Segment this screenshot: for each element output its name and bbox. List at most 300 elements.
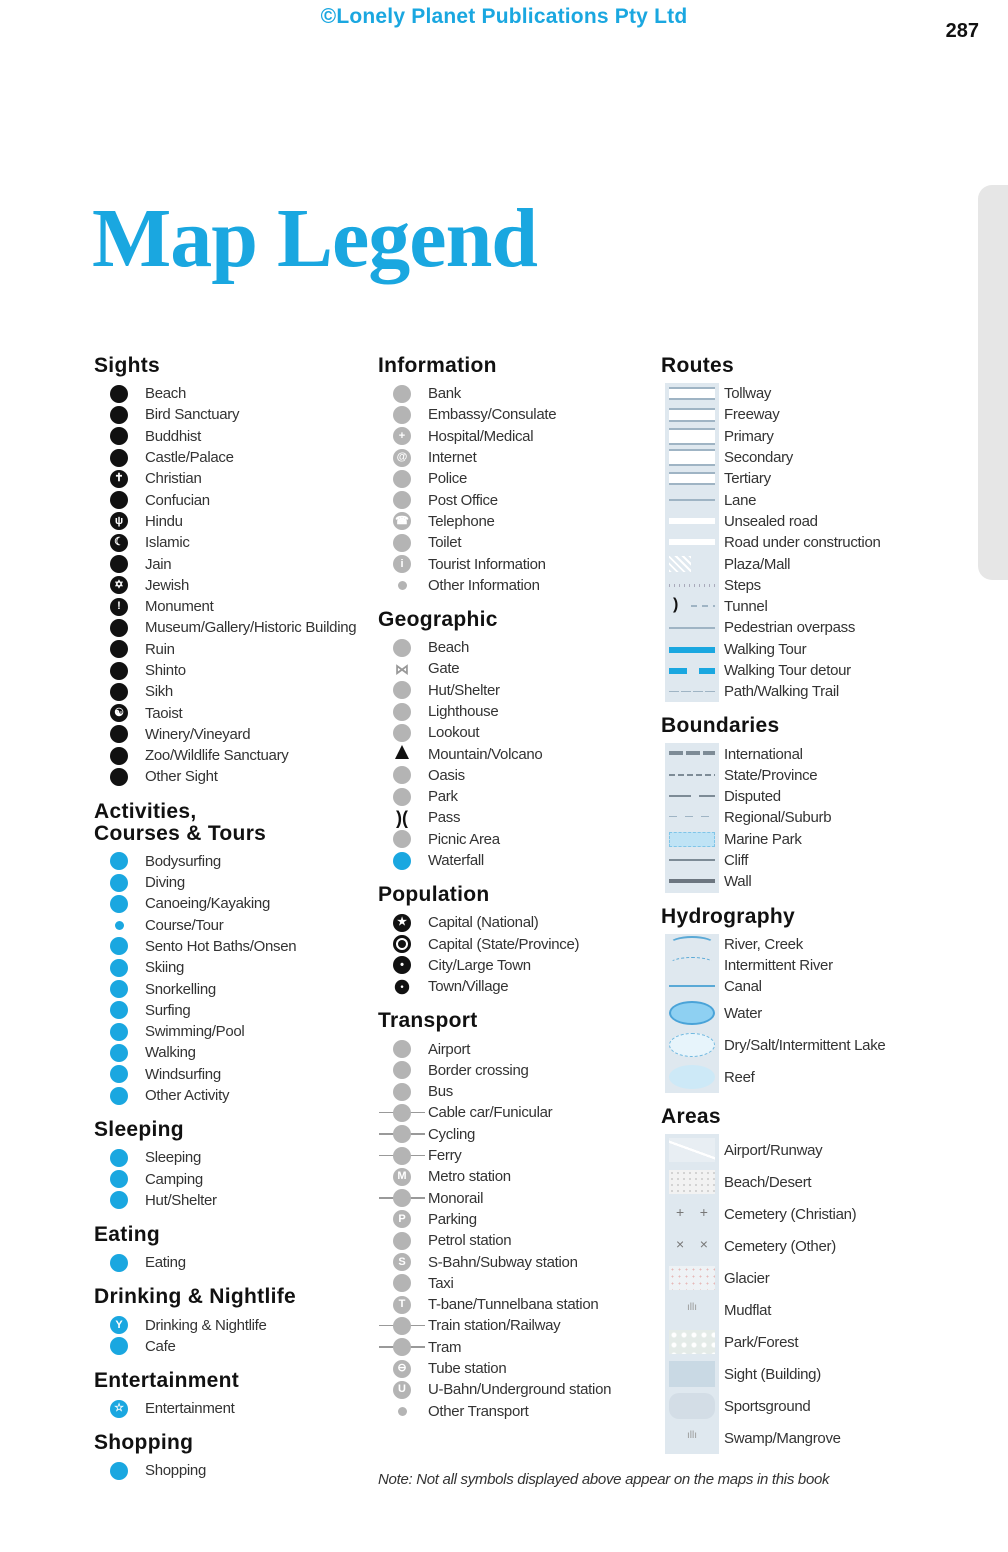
water-swatch-icon [665,997,719,1029]
legend-section-sleeping [94,1119,364,1211]
surfing-icon [110,1001,128,1019]
legend-section-shopping [94,1432,364,1481]
legend-item [378,807,658,828]
footnote: Note: Not all symbols displayed above appear on the maps in this book [378,1471,830,1488]
canal-swatch-icon [665,976,719,997]
legend-section-entertainment [94,1370,364,1419]
lake-swatch-icon [665,1029,719,1061]
legend-item [661,1198,961,1230]
legend-item-label: Gate [428,660,460,678]
legend-item [378,1060,658,1081]
confucian-icon [110,491,128,509]
legend-item-label: Bank [428,385,461,403]
section-heading: Shopping [94,1431,194,1455]
legend-section-geographic [378,609,658,871]
legend-item-label: Embassy/Consulate [428,406,557,424]
legend-item-label: S-Bahn/Subway station [428,1253,578,1271]
monument-icon: ! [110,598,128,616]
legend-item [378,1209,658,1230]
tree-icon [393,788,411,806]
legend-item [378,912,658,933]
section-heading: Transport [378,1009,478,1033]
phone-icon: ☎ [393,512,411,530]
legend-item [661,681,961,702]
legend-item-label: Picnic Area [428,830,500,848]
hut-icon [393,681,411,699]
legend-item [378,786,658,807]
legend-item-label: Hut/Shelter [428,681,500,699]
legend-item-label: Unsealed road [724,512,818,530]
legend-item-label: Park [428,788,458,806]
walking-icon [110,1044,128,1062]
river-swatch-icon [665,934,719,955]
legend-item [94,915,364,936]
legend-item [661,1358,961,1390]
other-sight-icon [110,768,128,786]
legend-item [94,532,364,553]
walking-tour-swatch-icon [665,639,719,660]
jain-icon [110,555,128,573]
legend-item [94,489,364,510]
legend-item-label: Cycling [428,1125,476,1143]
legend-item [378,1230,658,1251]
legend-item [94,1085,364,1106]
legend-item [378,765,658,786]
section-heading: Boundaries [661,714,780,738]
cycling-icon [393,1125,411,1143]
legend-item [94,1190,364,1211]
legend-item [661,447,961,468]
legend-item-label: Castle/Palace [145,449,234,467]
other-activity-icon [110,1087,128,1105]
overpass-swatch-icon [665,617,719,638]
legend-item [661,997,961,1029]
tube-icon: ⊖ [393,1360,411,1378]
legend-item [378,743,658,764]
legend-item [94,766,364,787]
legend-item [94,617,364,638]
legend-item [94,1064,364,1085]
legend-item-label: Hut/Shelter [145,1191,217,1209]
legend-item-label: City/Large Town [428,956,531,974]
legend-item [661,1262,961,1294]
legend-item-label: Sikh [145,683,173,701]
legend-item [661,955,961,976]
path-swatch-icon [665,681,719,702]
legend-item [94,1252,364,1273]
legend-item [378,1337,658,1358]
state-swatch-icon [665,765,719,786]
legend-column-2 [378,355,658,1435]
tram-icon [393,1338,411,1356]
steps-swatch-icon [665,575,719,596]
parking-icon: P [393,1210,411,1228]
cross-icon: ✝ [110,470,128,488]
section-heading: Eating [94,1223,160,1247]
legend-item [94,724,364,745]
legend-item-label: Park/Forest [724,1333,799,1351]
gate-icon: ⋈ [395,660,409,677]
legend-item [378,658,658,679]
legend-item-label: Ruin [145,640,175,658]
legend-item-label: Monument [145,598,214,616]
legend-item [94,745,364,766]
lookout-icon [393,724,411,742]
skiing-icon [110,959,128,977]
legend-item-label: Cafe [145,1337,176,1355]
legend-item-label: Buddhist [145,427,201,445]
legend-item-label: Cemetery (Christian) [724,1205,857,1223]
legend-item-label: Lighthouse [428,703,499,720]
star-of-david-icon: ✡ [110,576,128,594]
legend-item-label: Walking Tour [724,640,807,658]
legend-item-label: River, Creek [724,935,803,953]
legend-item [378,955,658,976]
legend-item-label: Tram [428,1338,462,1356]
legend-item-label: Road under construction [724,534,881,552]
legend-item-label: Taoist [145,704,183,722]
section-heading: Areas [661,1105,721,1129]
legend-item [378,1188,658,1209]
secondary-swatch-icon [665,447,719,468]
beach-icon [110,385,128,403]
legend-item-label: Police [428,470,468,488]
legend-item [661,553,961,574]
legend-item [661,934,961,955]
legend-item [94,851,364,872]
section-heading: Sleeping [94,1118,184,1142]
oasis-icon [393,766,411,784]
swamp-swatch-icon [665,1422,719,1454]
legend-item-label: Surfing [145,1001,191,1019]
legend-item-label: Regional/Suburb [724,809,832,827]
legend-item [378,383,658,404]
legend-item-label: Beach/Desert [724,1173,812,1191]
pass-icon: )( [396,807,408,828]
legend-item-label: Walking Tour detour [724,662,851,679]
legend-item-label: Tertiary [724,470,771,488]
legend-item [378,1294,658,1315]
legend-item-label: Shopping [145,1462,206,1480]
legend-item [378,1038,658,1059]
legend-item-label: Shinto [145,662,186,679]
legend-section-eating [94,1224,364,1273]
bank-icon [393,385,411,403]
legend-item-label: Canal [724,978,762,996]
legend-item [94,978,364,999]
tunnel-swatch-icon [665,596,719,617]
legend-item-label: Sportsground [724,1397,811,1415]
star-icon: ☆ [110,1400,128,1418]
legend-item [94,893,364,914]
legend-item [378,532,658,553]
legend-item-label: International [724,745,803,763]
legend-item-label: Museum/Gallery/Historic Building [145,619,357,637]
ferry-icon [393,1147,411,1165]
legend-item-label: Tollway [724,385,772,403]
legend-item [94,426,364,447]
legend-item [661,404,961,425]
monorail-icon [393,1189,411,1207]
legend-section-hydrography [661,906,961,1094]
taxi-icon [393,1274,411,1292]
page-number: 287 [945,20,979,42]
legend-item [661,1230,961,1262]
legend-item-label: Camping [145,1170,203,1188]
legend-item [378,1273,658,1294]
legend-item-label: Tube station [428,1360,507,1378]
international-swatch-icon [665,743,719,764]
taoist-icon: ☯ [110,704,128,722]
section-heading: Information [378,354,497,377]
legend-item [661,1166,961,1198]
legend-item-label: Tourist Information [428,555,546,573]
intermittent-swatch-icon [665,955,719,976]
legend-item [661,976,961,997]
walking-detour-swatch-icon [665,660,719,681]
legend-item-label: Entertainment [145,1400,235,1418]
legend-item [378,404,658,425]
legend-section-sights [94,355,364,788]
legend-item-label: Monorail [428,1189,484,1207]
section-heading: Sights [94,354,160,377]
legend-item [94,468,364,489]
legend-item-label: Pass [428,809,461,827]
legend-item [661,532,961,553]
legend-item-label: Sight (Building) [724,1365,821,1383]
legend-item-label: Pedestrian overpass [724,619,856,637]
legend-item [378,701,658,722]
hut-icon [110,1191,128,1209]
section-heading: Routes [661,354,734,377]
subway-icon: S [393,1253,411,1271]
tertiary-swatch-icon [665,468,719,489]
legend-item-label: Cemetery (Other) [724,1237,836,1255]
legend-item [661,617,961,638]
legend-item [661,765,961,786]
train-icon [393,1317,411,1335]
legend-item [94,1000,364,1021]
legend-item [94,1042,364,1063]
legend-item [661,596,961,617]
legend-item-label: Cliff [724,852,749,870]
legend-item-label: Other Activity [145,1087,230,1105]
legend-item-label: Sento Hot Baths/Onsen [145,937,297,955]
legend-item [661,829,961,850]
legend-item [661,511,961,532]
legend-item-label: Windsurfing [145,1065,221,1083]
legend-item [94,404,364,425]
cable-car-icon [393,1104,411,1122]
legend-item-label: Internet [428,449,477,467]
legend-section-transport [378,1010,658,1421]
buddhist-icon [110,427,128,445]
legend-item-label: Train station/Railway [428,1317,561,1335]
legend-item-label: T-bane/Tunnelbana station [428,1296,599,1314]
wall-swatch-icon [665,871,719,892]
legend-item [378,447,658,468]
snorkel-icon [110,980,128,998]
legend-item-label: Glacier [724,1269,770,1287]
legend-item-label: Other Transport [428,1402,529,1420]
crescent-icon: ☾ [110,534,128,552]
legend-item-label: Jewish [145,576,190,594]
legend-item [94,1336,364,1357]
legend-item [378,829,658,850]
legend-item [94,1460,364,1481]
legend-section-areas [661,1106,961,1454]
beach-swatch-icon [665,1166,719,1198]
section-heading: Population [378,883,490,907]
section-heading: Drinking & Nightlife [94,1285,296,1309]
bodysurfing-icon [110,852,128,870]
legend-item [661,850,961,871]
diving-icon [110,874,128,892]
legend-item [94,681,364,702]
legend-item-label: Islamic [145,534,190,552]
legend-item-label: Steps [724,576,761,594]
legend-item [94,936,364,957]
legend-item [661,1029,961,1061]
section-heading: Hydrography [661,904,795,928]
toilet-icon [393,534,411,552]
legend-item [661,807,961,828]
legend-item [378,553,658,574]
legend-item-label: Bird Sanctuary [145,406,240,424]
legend-item-label: Skiing [145,959,185,977]
legend-item [661,1422,961,1454]
legend-item-label: Swamp/Mangrove [724,1429,841,1447]
copyright-notice [0,5,1008,29]
legend-section-population [378,884,658,997]
plaza-swatch-icon [665,553,719,574]
legend-item-label: Metro station [428,1168,511,1186]
legend-item [94,447,364,468]
cemetery-swatch-icon [665,1198,719,1230]
glass-icon: Y [110,1316,128,1334]
at-icon: @ [393,449,411,467]
legend-item-label: Bodysurfing [145,852,221,870]
legend-item-label: Snorkelling [145,980,216,998]
legend-item-label: Christian [145,470,202,488]
legend-item-label: U-Bahn/Underground station [428,1381,612,1399]
legend-item-label: Diving [145,874,185,892]
legend-item [661,660,961,681]
legend-item-label: Zoo/Wildlife Sanctuary [145,747,289,765]
legend-item-label: Airport/Runway [724,1141,823,1159]
legend-item-label: Plaza/Mall [724,555,791,573]
legend-item-label: Cable car/Funicular [428,1104,553,1122]
legend-item [378,976,658,997]
legend-section-drinking [94,1286,364,1357]
marine-swatch-icon [665,829,719,850]
legend-item-label: Walking [145,1044,196,1062]
capital-star-icon: ★ [393,914,411,932]
course-dot-icon [115,921,124,930]
cup-icon [110,1337,128,1355]
legend-item [94,639,364,660]
legend-item [378,637,658,658]
metro-icon: M [393,1168,411,1186]
legend-item [378,1315,658,1336]
canoe-icon [110,895,128,913]
legend-item-label: Wall [724,873,752,891]
capital-ring-icon [393,935,411,953]
legend-item [378,1400,658,1421]
legend-column-1 [94,355,364,1495]
legend-item [94,957,364,978]
legend-section-routes [661,355,961,702]
tollway-swatch-icon [665,383,719,404]
legend-item-label: Petrol station [428,1232,512,1250]
legend-item-label: Jain [145,555,172,573]
section-heading: Entertainment [94,1368,240,1392]
copyright-text: ©Lonely Planet Publications Pty Ltd [320,5,688,28]
legend-item [94,702,364,723]
sportsground-swatch-icon [665,1390,719,1422]
legend-item [378,850,658,871]
legend-item [378,1102,658,1123]
legend-item [661,786,961,807]
legend-item [94,511,364,532]
legend-section-activities [94,801,364,1107]
tent-icon [110,1170,128,1188]
legend-item [378,1124,658,1145]
legend-item [661,383,961,404]
other-info-dot-icon [398,581,407,590]
legend-item-label: Ferry [428,1147,462,1165]
legend-item-label: Mountain/Volcano [428,745,543,763]
legend-item [661,1061,961,1093]
legend-item-label: Primary [724,427,774,445]
legend-item [378,489,658,510]
onsen-icon [110,937,128,955]
ruin-icon [110,640,128,658]
tbane-icon: T [393,1296,411,1314]
legend-item-label: Drinking & Nightlife [145,1316,267,1334]
winery-icon [110,725,128,743]
shinto-icon [110,662,128,680]
windsurfing-icon [110,1065,128,1083]
airport-icon [393,1040,411,1058]
legend-item-label: Parking [428,1210,477,1228]
bird-icon [110,406,128,424]
legend-item [661,1134,961,1166]
legend-item [378,1145,658,1166]
unsealed-swatch-icon [665,511,719,532]
legend-item [94,660,364,681]
legend-item [378,722,658,743]
legend-item-label: Oasis [428,766,465,784]
legend-item-label: State/Province [724,766,818,784]
city-icon: • [393,956,411,974]
beach-icon [393,639,411,657]
legend-item-label: Disputed [724,788,781,806]
construction-swatch-icon [665,532,719,553]
ubahn-icon: U [393,1381,411,1399]
regional-swatch-icon [665,807,719,828]
legend-item-label: Secondary [724,449,794,467]
legend-item-label: Toilet [428,534,462,552]
bus-icon [393,1083,411,1101]
legend-item-label: Swimming/Pool [145,1023,245,1041]
legend-item-label: Intermittent River [724,956,833,974]
legend-item-label: Hospital/Medical [428,427,534,445]
legend-item [94,553,364,574]
legend-item-label: Capital (National) [428,914,539,932]
legend-item-label: Airport [428,1040,471,1058]
legend-item [661,1390,961,1422]
